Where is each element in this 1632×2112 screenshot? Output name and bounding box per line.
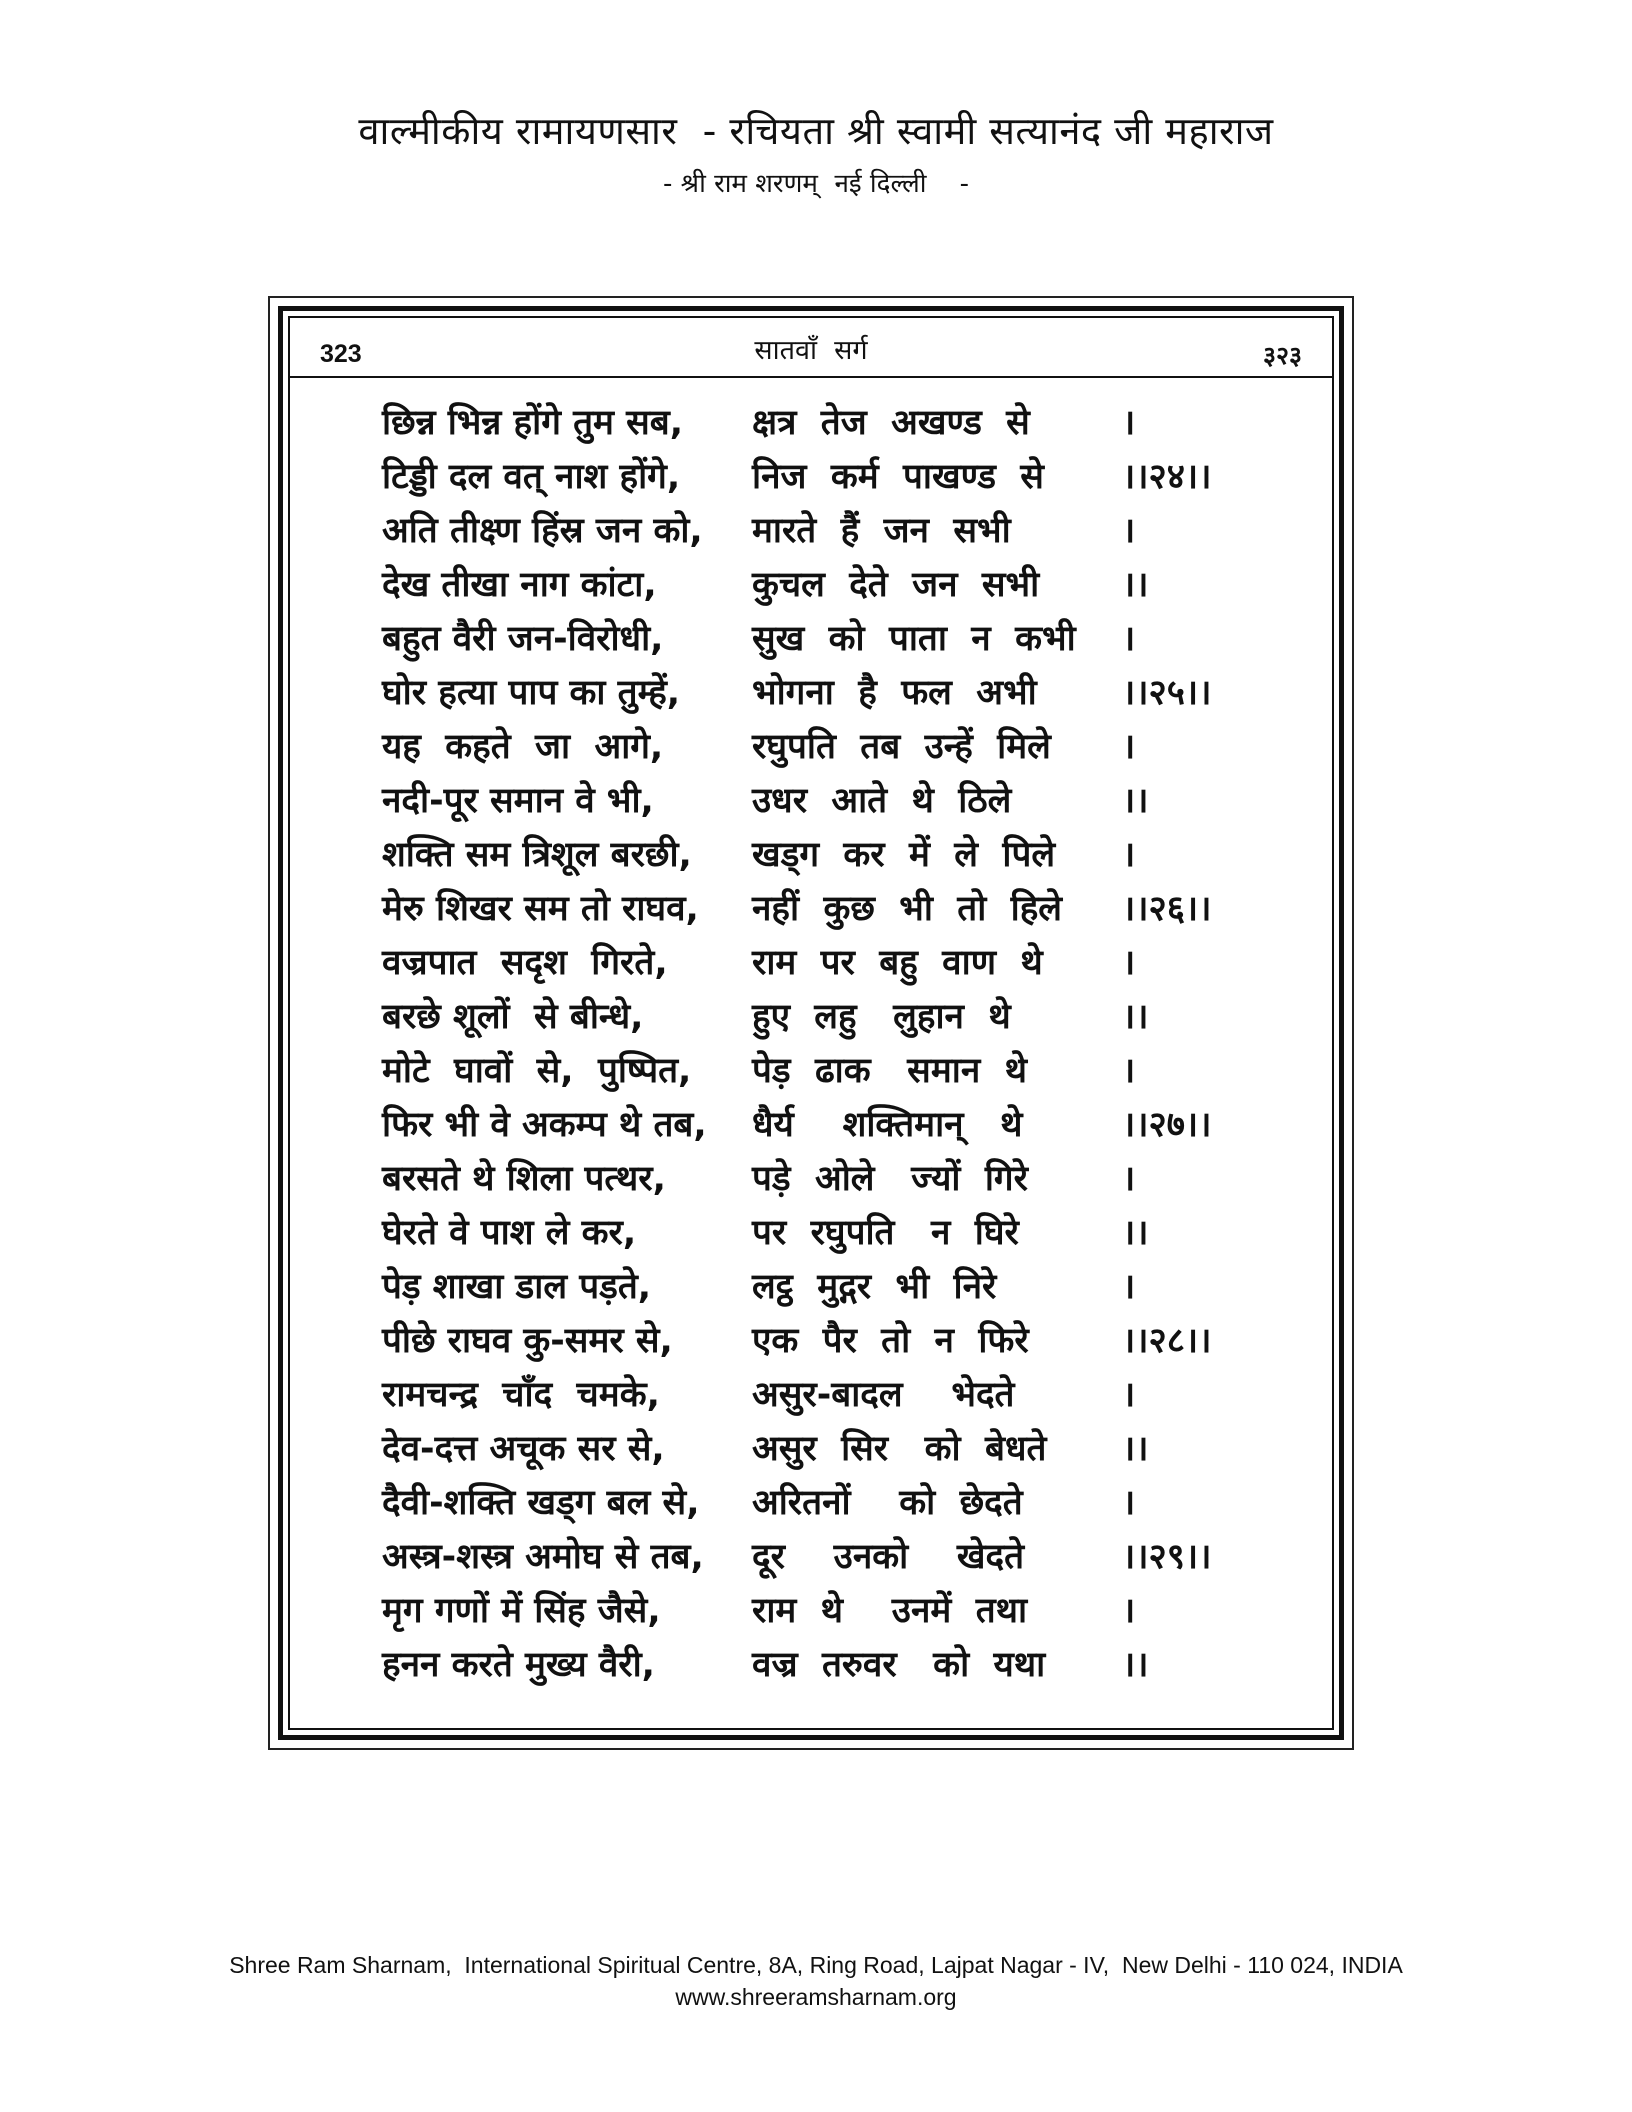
verse-first-half: देख तीखा नाग कांटा, [382, 565, 657, 605]
verse-first-half: मृग गणों में सिंह जैसे, [382, 1591, 661, 1631]
document-subtitle: - श्री राम शरणम् नई दिल्ली - [663, 169, 969, 199]
verse-second-half: खड्ग कर में ले पिले [752, 835, 1056, 875]
verse-first-half: देव-दत्त अचूक सर से, [382, 1429, 665, 1469]
verse-second-half: वज्र तरुवर को यथा [752, 1645, 1046, 1685]
verse-second-half: रघुपति तब उन्हें मिले [752, 727, 1051, 767]
verse-line [290, 990, 1332, 1044]
page-frame-border [278, 306, 1344, 1740]
verse-second-half: क्षत्र तेज अखण्ड से [752, 403, 1030, 443]
verse-second-half: राम पर बहु वाण थे [752, 943, 1043, 983]
verse-second-half: दूर उनको खेदते [752, 1537, 1025, 1577]
verse-first-half: रामचन्द्र चाँद चमके, [382, 1375, 660, 1415]
verse-line [290, 936, 1332, 990]
verse-first-half: पीछे राघव कु-समर से, [382, 1321, 673, 1361]
verse-line [290, 558, 1332, 612]
verse-first-half: अति तीक्ष्ण हिंस्र जन को, [382, 511, 703, 551]
verse-first-half: बरसते थे शिला पत्थर, [382, 1159, 666, 1199]
verse-line [290, 774, 1332, 828]
verse-first-half: बरछे शूलों से बीन्धे, [382, 997, 644, 1037]
verse-end-mark: । [1122, 727, 1136, 767]
verse-line [290, 396, 1332, 450]
chapter-title: सातवाँ सर्ग [754, 335, 868, 366]
verse-first-half: वज्रपात सदृश गिरते, [382, 943, 668, 983]
verse-first-half: दैवी-शक्ति खड्ग बल से, [382, 1483, 700, 1523]
verse-second-half: कुचल देते जन सभी [752, 565, 1040, 605]
verse-second-half: पर रघुपति न घिरे [752, 1213, 1019, 1253]
verse-second-half: नहीं कुछ भी तो हिले [752, 889, 1063, 929]
verse-second-half: निज कर्म पाखण्ड से [752, 457, 1044, 497]
verse-end-mark: ।। [1122, 1645, 1149, 1685]
verse-first-half: मेरु शिखर सम तो राघव, [382, 889, 699, 929]
verse-line [290, 1098, 1332, 1152]
verse-second-half: अरितनों को छेदते [752, 1483, 1023, 1523]
verse-second-half: उधर आते थे ठिले [752, 781, 1012, 821]
verse-first-half: बहुत वैरी जन-विरोधी, [382, 619, 664, 659]
verse-second-half: असुर सिर को बेधते [752, 1429, 1047, 1469]
verse-line [290, 1314, 1332, 1368]
verse-second-half: धैर्य शक्तिमान् थे [752, 1105, 1023, 1145]
verse-end-mark: । [1122, 619, 1136, 659]
verse-end-mark: ।।२६।। [1122, 889, 1212, 929]
verse-line [290, 612, 1332, 666]
verse-line [290, 1638, 1332, 1692]
page-number-latin: 323 [320, 340, 362, 368]
verse-second-half: राम थे उनमें तथा [752, 1591, 1028, 1631]
verse-end-mark: ।। [1122, 1429, 1149, 1469]
verse-first-half: टिड्डी दल वत् नाश होंगे, [382, 457, 681, 497]
verse-second-half: मारते हैं जन सभी [752, 511, 1011, 551]
verse-line [290, 450, 1332, 504]
verse-end-mark: । [1122, 1375, 1136, 1415]
verse-line [290, 504, 1332, 558]
verse-end-mark: । [1122, 1483, 1136, 1523]
verse-first-half: घोर हत्या पाप का तुम्हें, [382, 673, 681, 713]
verse-line [290, 1530, 1332, 1584]
verse-line [290, 1368, 1332, 1422]
verse-first-half: नदी-पूर समान वे भी, [382, 781, 654, 821]
verse-end-mark: ।।२७।। [1122, 1105, 1212, 1145]
verse-end-mark: । [1122, 1051, 1136, 1091]
verse-line [290, 828, 1332, 882]
verse-first-half: हनन करते मुख्य वैरी, [382, 1645, 655, 1685]
verse-end-mark: । [1122, 403, 1136, 443]
footer-website: www.shreeramsharnam.org [675, 1984, 957, 2010]
verse-second-half: हुए लहु लुहान थे [752, 997, 1011, 1037]
verse-line [290, 882, 1332, 936]
verse-end-mark: ।। [1122, 997, 1149, 1037]
verse-end-mark: । [1122, 943, 1136, 983]
verse-second-half: पेड़ ढाक समान थे [752, 1051, 1027, 1091]
verse-second-half: भोगना है फल अभी [752, 673, 1037, 713]
verse-second-half: पड़े ओले ज्यों गिरे [752, 1159, 1028, 1199]
verse-first-half: घेरते वे पाश ले कर, [382, 1213, 637, 1253]
verse-line [290, 1584, 1332, 1638]
verse-first-half: छिन्न भिन्न होंगे तुम सब, [382, 403, 684, 443]
verse-second-half: एक पैर तो न फिरे [752, 1321, 1029, 1361]
verse-end-mark: ।। [1122, 1213, 1149, 1253]
page-number-devanagari: ३२३ [1262, 341, 1302, 370]
verse-second-half: सुख को पाता न कभी [752, 619, 1076, 659]
verse-first-half: अस्त्र-शस्त्र अमोघ से तब, [382, 1537, 704, 1577]
verse-end-mark: । [1122, 511, 1136, 551]
verse-end-mark: ।। [1122, 565, 1149, 605]
verse-end-mark: ।।२४।। [1122, 457, 1212, 497]
footer-address: Shree Ram Sharnam, International Spiritual Centre, 8A, Ring Road, Lajpat Nagar - IV, New Delhi - 110 024, INDIA [229, 1952, 1403, 1978]
verse-line [290, 1044, 1332, 1098]
page-content-box [288, 316, 1334, 1730]
verse-end-mark: ।।२८।। [1122, 1321, 1212, 1361]
verse-line [290, 720, 1332, 774]
verse-first-half: यह कहते जा आगे, [382, 727, 664, 767]
verse-line [290, 1476, 1332, 1530]
verse-line [290, 1152, 1332, 1206]
verse-second-half: असुर-बादल भेदते [752, 1375, 1015, 1415]
page-frame [268, 296, 1354, 1750]
verse-end-mark: । [1122, 1267, 1136, 1307]
document-title: वाल्मीकीय रामायणसार - रचियता श्री स्वामी सत्यानंद जी महाराज [358, 109, 1274, 153]
verse-end-mark: ।।२९।। [1122, 1537, 1212, 1577]
verse-end-mark: ।। [1122, 781, 1149, 821]
verse-first-half: फिर भी वे अकम्प थे तब, [382, 1105, 707, 1145]
verse-line [290, 1260, 1332, 1314]
verse-end-mark: । [1122, 1159, 1136, 1199]
verse-line [290, 1422, 1332, 1476]
verse-line [290, 1206, 1332, 1260]
verse-first-half: मोटे घावों से, पुष्पित, [382, 1051, 692, 1091]
verse-first-half: पेड़ शाखा डाल पड़ते, [382, 1267, 652, 1307]
verse-line [290, 666, 1332, 720]
verse-end-mark: ।।२५।। [1122, 673, 1212, 713]
verse-end-mark: । [1122, 1591, 1136, 1631]
page-header-bar [290, 318, 1332, 378]
verse-second-half: लट्ठ मुद्गर भी निरे [752, 1267, 997, 1307]
verse-end-mark: । [1122, 835, 1136, 875]
verse-first-half: शक्ति सम त्रिशूल बरछी, [382, 835, 692, 875]
